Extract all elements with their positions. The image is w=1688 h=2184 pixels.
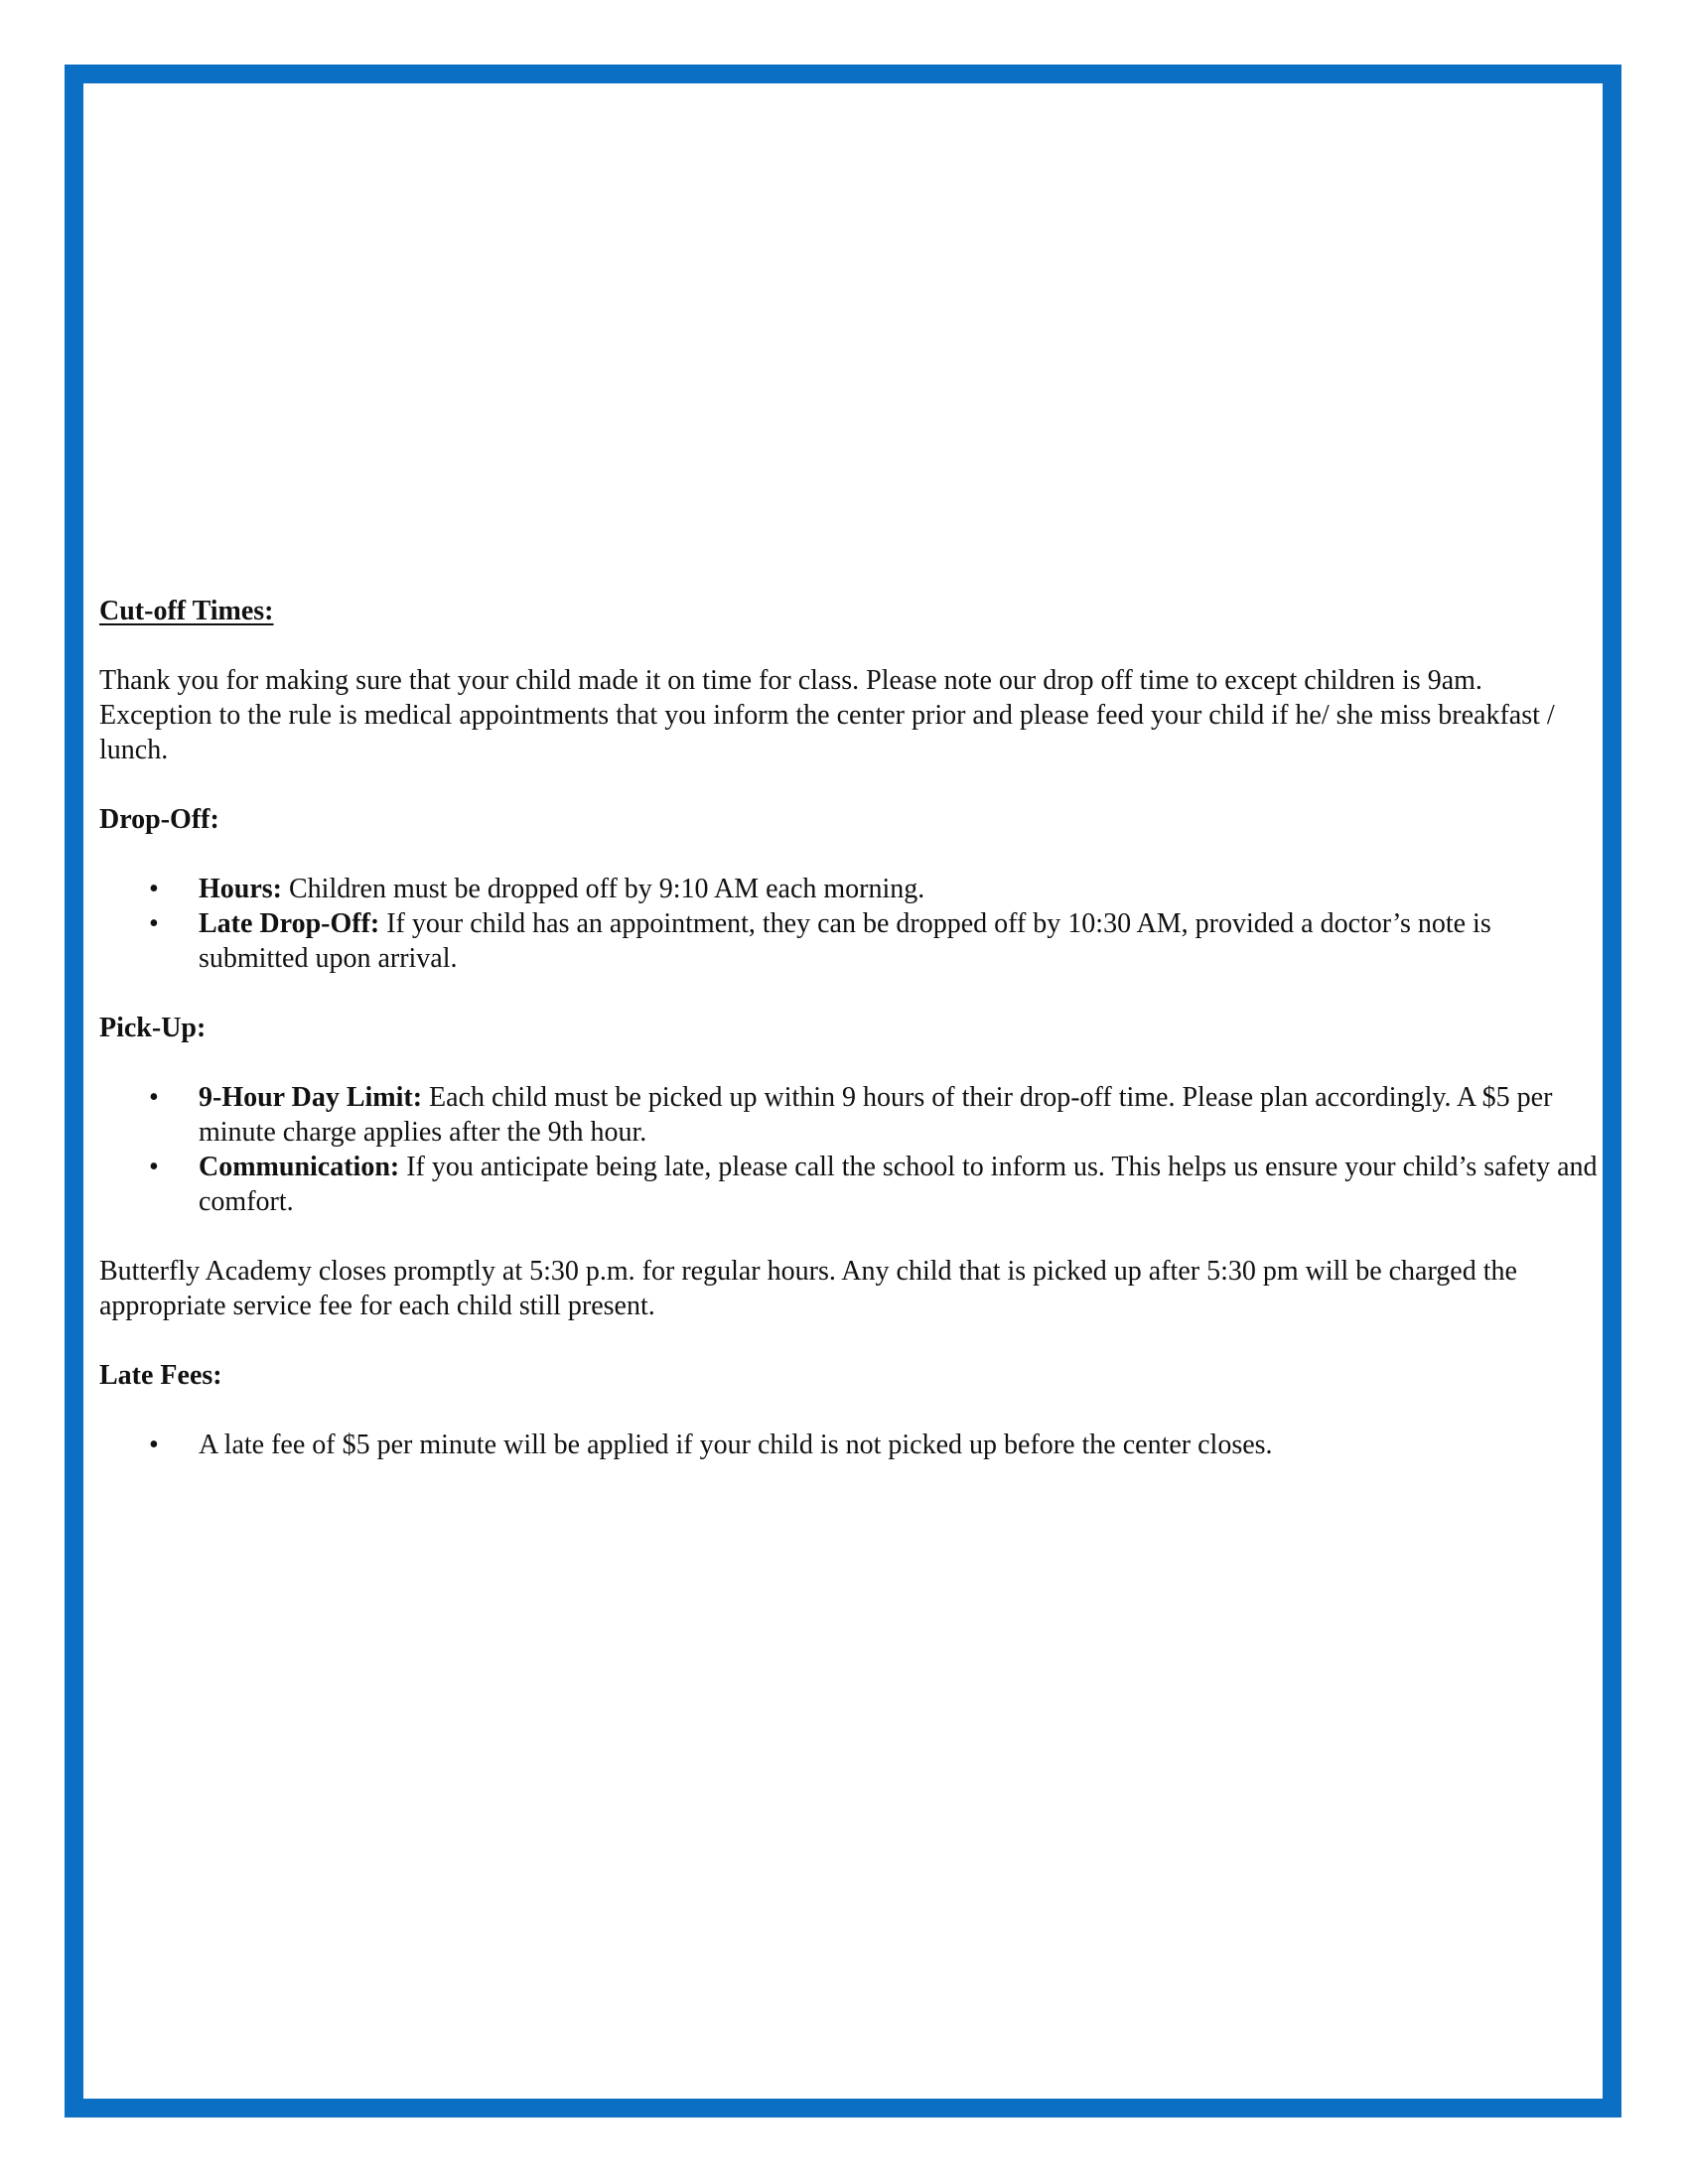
latefees-list xyxy=(99,1428,1599,1462)
list-item xyxy=(99,1428,1599,1462)
cutoff-paragraph: Thank you for making sure that your child made it on time for class. Please note our drop off time to except children is 9am. Exception to the rule is medical appointments that you inform the center prior and please feed your child if he/ she miss breakfast / lunch. xyxy=(99,665,1555,765)
item-text: If you anticipate being late, please call the school to inform us. This helps us ensure your child’s safety and comfort. xyxy=(199,1152,1598,1217)
spacer xyxy=(99,976,1599,1011)
spacer xyxy=(99,837,1599,872)
list-item xyxy=(99,872,1599,906)
pickup-list xyxy=(99,1080,1599,1219)
spacer xyxy=(99,628,1599,663)
spacer xyxy=(99,1219,1599,1254)
item-text: If your child has an appointment, they can be dropped off by 10:30 AM, provided a doctor’s note is submitted upon arrival. xyxy=(199,908,1491,974)
list-item xyxy=(99,1150,1599,1219)
document-body xyxy=(99,594,1599,1462)
spacer xyxy=(99,1393,1599,1428)
spacer xyxy=(99,1323,1599,1358)
item-label: Late Drop-Off: xyxy=(199,908,380,939)
bullet-icon: • xyxy=(149,1152,159,1182)
item-text: A late fee of $5 per minute will be applied if your child is not picked up before the center closes. xyxy=(199,1430,1273,1460)
spacer xyxy=(99,767,1599,802)
pickup-heading: Pick-Up: xyxy=(99,1013,207,1043)
bullet-icon: • xyxy=(149,874,159,904)
dropoff-list xyxy=(99,872,1599,976)
list-item xyxy=(99,906,1599,976)
item-label: Communication: xyxy=(199,1152,400,1182)
list-item xyxy=(99,1080,1599,1150)
item-text: Children must be dropped off by 9:10 AM each morning. xyxy=(282,874,925,904)
dropoff-heading: Drop-Off: xyxy=(99,804,219,835)
bullet-icon: • xyxy=(149,1082,159,1113)
latefees-heading: Late Fees: xyxy=(99,1360,222,1391)
item-label: Hours: xyxy=(199,874,282,904)
item-label: 9-Hour Day Limit: xyxy=(199,1082,423,1113)
spacer xyxy=(99,1045,1599,1080)
closing-paragraph: Butterfly Academy closes promptly at 5:30 p.m. for regular hours. Any child that is picked up after 5:30 pm will be charged the appropriate service fee for each child still present. xyxy=(99,1256,1517,1321)
item-text: Each child must be picked up within 9 hours of their drop-off time. Please plan accordingly. A $5 per minute charge applies after the 9th hour. xyxy=(199,1082,1553,1148)
cutoff-heading: Cut-off Times: xyxy=(99,596,274,626)
bullet-icon: • xyxy=(149,1430,159,1460)
bullet-icon: • xyxy=(149,908,159,939)
